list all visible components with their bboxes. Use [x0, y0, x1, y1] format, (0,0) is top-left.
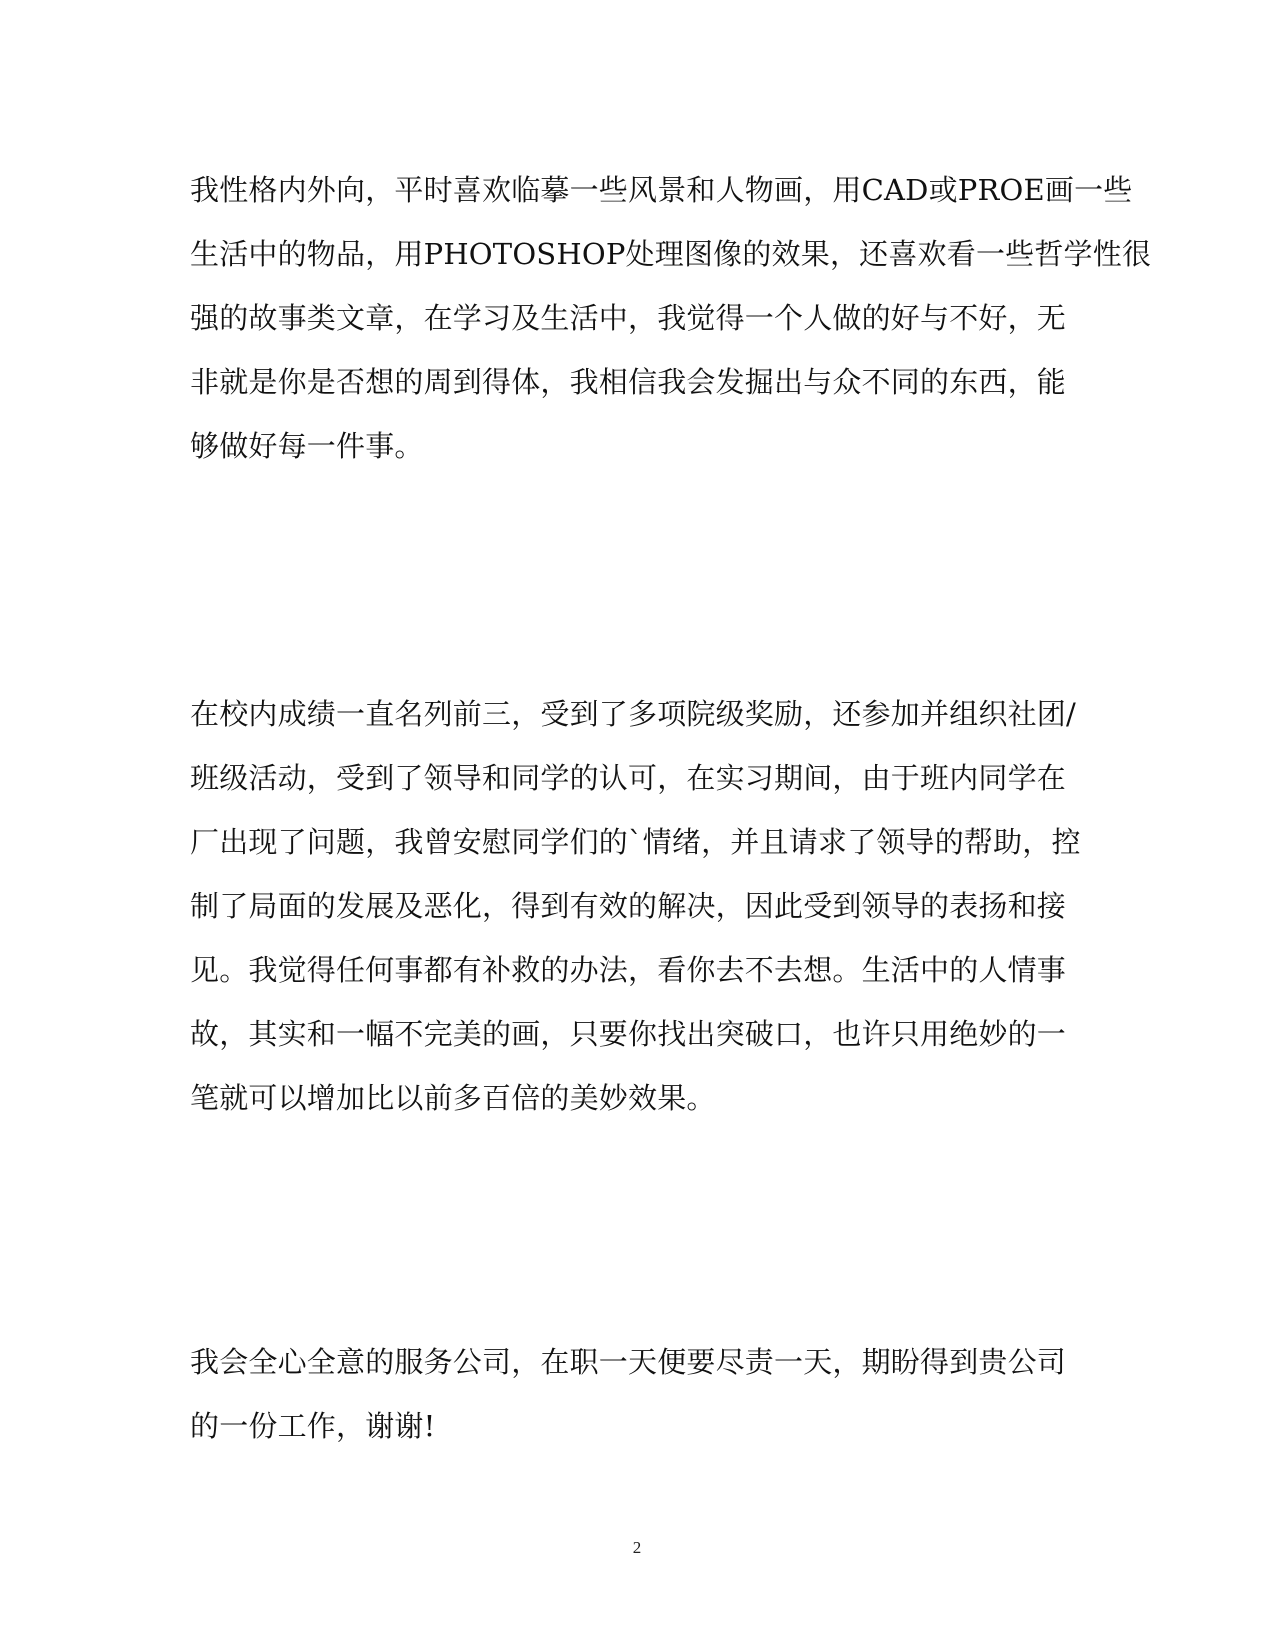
paragraph-line: 班级活动，受到了领导和同学的认可，在实习期间，由于班内同学在	[190, 761, 1067, 795]
paragraph-line: 我性格内外向，平时喜欢临摹一些风景和人物画，用CAD或PROE画一些	[190, 173, 1133, 207]
paragraph-line: 见。我觉得任何事都有补救的办法，看你去不去想。生活中的人情事	[190, 953, 1067, 987]
paragraph-line: 笔就可以增加比以前多百倍的美妙效果。	[190, 1081, 716, 1115]
paragraph-line: 我会全心全意的服务公司，在职一天便要尽责一天，期盼得到贵公司	[190, 1345, 1067, 1379]
paragraph-line: 故，其实和一幅不完美的画，只要你找出突破口，也许只用绝妙的一	[190, 1017, 1067, 1051]
paragraph-line: 强的故事类文章，在学习及生活中，我觉得一个人做的好与不好，无	[190, 301, 1067, 335]
paragraph-line: 的一份工作，谢谢!	[190, 1409, 436, 1443]
paragraph-closing	[190, 1330, 1090, 1458]
paragraph-achievements	[190, 682, 1090, 1130]
paragraph-personality	[190, 158, 1152, 478]
paragraph-line: 厂出现了问题，我曾安慰同学们的`情绪，并且请求了领导的帮助，控	[190, 825, 1081, 859]
paragraph-line: 在校内成绩一直名列前三，受到了多项院级奖励，还参加并组织社团/	[190, 697, 1076, 731]
paragraph-line: 生活中的物品，用PHOTOSHOP处理图像的效果，还喜欢看一些哲学性很	[190, 237, 1152, 271]
paragraph-line: 非就是你是否想的周到得体，我相信我会发掘出与众不同的东西，能	[190, 365, 1067, 399]
paragraph-line: 够做好每一件事。	[190, 429, 424, 463]
page-number: 2	[632, 1538, 642, 1557]
paragraph-line: 制了局面的发展及恶化，得到有效的解决，因此受到领导的表扬和接	[190, 889, 1067, 923]
